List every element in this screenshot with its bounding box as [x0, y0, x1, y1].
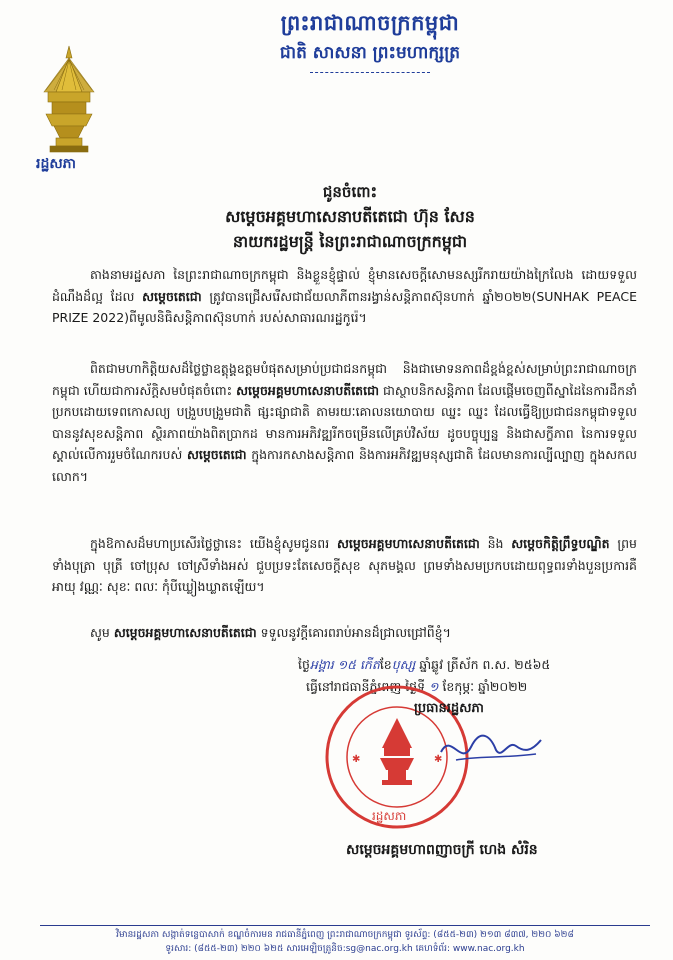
- footer-contact: [40, 928, 650, 956]
- national-motto: ជាតិ សាសនា ព្រះមហាក្សត្រ: [279, 43, 461, 63]
- seal-text: រដ្ឋសភា: [372, 809, 407, 823]
- paragraph-2: [52, 358, 637, 487]
- lunar-prefix: ថ្ងៃ: [298, 657, 310, 672]
- solar-prefix: ធ្វើនៅរាជធានីភ្នំពេញ ថ្ងៃទី: [306, 679, 426, 694]
- paragraph-1-text-a: តាងនាមរដ្ឋសភា នៃព្រះរាជាណាចក្រកម្ពុជា និងខ្លួនខ្ញុំផ្ទាល់ ខ្ញុំមានសេចក្តីសោមនស្សរីករាយយ៉ាងក្រៃលែង ដោយទទួលដំណឹងដ៏ល្អ ដែល: [52, 267, 637, 304]
- header-divider: [310, 72, 430, 73]
- paragraph-1: [52, 264, 637, 329]
- paragraph-2-text-e: ក្នុងការកសាងសន្តិភាព និងការអភិវឌ្ឍមនុស្សជាតិ ដែលមានការល្បីល្បាញ ក្នុងសកលលោក។: [52, 447, 637, 484]
- president-title: ប្រធានរដ្ឋសភា: [414, 701, 484, 716]
- organization-name: រដ្ឋសភា: [36, 156, 76, 172]
- paragraph-3-bold-b: សម្តេចអគ្គមហាសេនាបតីតេជោ: [336, 536, 480, 551]
- addressee-position: នាយករដ្ឋមន្ត្រី នៃព្រះរាជាណាចក្រកម្ពុជា: [232, 232, 468, 251]
- letterhead: [200, 8, 540, 73]
- footer-contact-details: ទូរសារ: (៨៥៥-២៣) ២២០ ៦២៥ សារអេឡិចត្រូនិច:sg@nac.org.kh គេហទំព័រ: www.nac.org.kh: [165, 944, 525, 954]
- signatory-name: សម្តេចអគ្គមហាពញាចក្រី ហេង សំរិន: [346, 842, 538, 858]
- paragraph-3-text-a: ក្នុងឱកាសដ៏មហាប្រសើរថ្លៃថ្លានេះ យើងខ្ញុំសូមជូនពរ: [90, 536, 337, 551]
- lunar-date: [298, 654, 638, 676]
- paragraph-3-bold-d: សម្តេចកិត្តិព្រឹទ្ធបណ្ឌិត: [511, 536, 610, 551]
- paragraph-2-bold-b: សម្តេចអគ្គមហាសេនាបតីតេជោ: [236, 382, 379, 398]
- svg-text:✱: ✱: [352, 754, 361, 765]
- paragraph-2-text-c: ជាស្ថាបនិកសន្តិភាព ដែលផ្តើមចេញពីស្នាដៃនៃការដឹកនាំប្រកបដោយទេពកោសល្យ បង្រួបបង្រួមជាតិ ផ្សះផ្សាជាតិ តាមរយៈគោលនយោបាយ ឈ្នះ ឈ្នះ ដែលធ្វើឱ្យប្រជាជនកម្ពុជាទទួលបាននូវសុខសន្តិភាព ស្ថិរភាពយ៉ាងពិតប្រាកដ មានការអភិវឌ្ឍរីកចម្រើនលើគ្រប់វិស័យ ដូចបច្ចុប្បន្ន និងជាសក្ខីភាព នៃការទទួលស្គាល់លើការរួមចំណែករបស់: [52, 382, 637, 462]
- addressee-name: សម្តេចអគ្គមហាសេនាបតីតេជោ ហ៊ុន សែន: [225, 207, 475, 226]
- footer-address: វិមានរដ្ឋសភា សង្កាត់ទន្លេបាសាក់ ខណ្ឌចំការមន រាជធានីភ្នំពេញ ព្រះរាជាណាចក្រកម្ពុជា ទូរស័ព្ទ: (៨៥៥-២៣) ២១៣ ៨៣៧, ២២០ ៦២៨: [116, 930, 574, 940]
- paragraph-4-text-a: សូម: [90, 625, 114, 640]
- paragraph-3: [52, 533, 637, 598]
- lunar-month-handwritten: បុស្ស: [391, 657, 416, 672]
- solar-day-handwritten: ១: [429, 679, 439, 694]
- paragraph-4: [52, 622, 637, 644]
- handwritten-signature: [436, 722, 546, 772]
- paragraph-2-bold-d: សម្តេចតេជោ: [187, 447, 247, 462]
- paragraph-4-bold: សម្តេចអគ្គមហាសេនាបតីតេជោ: [113, 625, 257, 640]
- lunar-month-prefix: ខែ: [379, 657, 392, 672]
- kingdom-title: ព្រះរាជាណាចក្រកម្ពុជា: [280, 11, 460, 35]
- solar-suffix: ខែកុម្ភៈ ឆ្នាំ២០២២: [438, 679, 528, 694]
- paragraph-1-bold: សម្តេចតេជោ: [142, 288, 202, 304]
- paragraph-1-text-c: ត្រូវបានជ្រើសរើសជាជ័យលាភីពានរង្វាន់សន្តិភាពស៊ុនហាក់ ឆ្នាំ២០២២(SUNHAK PEACE PRIZE 2022)ពីមូលនិធិសន្តិភាពស៊ុនហាក់ របស់សាធារណរដ្ឋកូរ៉េ។: [52, 288, 637, 325]
- national-assembly-emblem-icon: [34, 44, 104, 154]
- paragraph-3-text-c: និង: [479, 536, 512, 551]
- addressee-block: [100, 180, 600, 254]
- addressee-label: ជូនចំពោះ: [322, 183, 378, 201]
- svg-text:✱: ✱: [434, 754, 443, 765]
- footer-divider: [40, 925, 650, 926]
- lunar-day-handwritten: អង្គារ ១៥ កើត: [309, 657, 380, 672]
- paragraph-2-text-a: ពិតជាមហាកិត្តិយសដ៏ថ្លៃថ្លាឧត្តុង្គឧត្តមបំផុតសម្រាប់ប្រជាជនកម្ពុជា និងជាមោទនភាពដ៏ខ្ពង់ខ្ពស់សម្រាប់ព្រះរាជាណាចក្រកម្ពុជា ហើយជាការស័ក្តិសមបំផុតចំពោះ: [52, 361, 637, 398]
- lunar-suffix: ឆ្នាំឆ្លូវ ត្រីស័ក ព.ស. ២៥៦៥: [415, 657, 551, 672]
- paragraph-3-text-e: ព្រមទាំងបុត្រា បុត្រី ចៅប្រុស ចៅស្រីទាំងអស់ ជួបប្រទះតែសេចក្តីសុខ សុភមង្គល ព្រមទាំងសមប្រកបដោយពុទ្ធពរទាំងបួនប្រការគឺ អាយុ វណ្ណៈ សុខៈ ពលៈ កុំបីឃ្លៀងឃ្លាតឡើយ។: [52, 536, 637, 594]
- paragraph-4-text-c: ទទួលនូវក្តីគោរពរាប់អានដ៏ជ្រាលជ្រៅពីខ្ញុំ។: [256, 625, 451, 640]
